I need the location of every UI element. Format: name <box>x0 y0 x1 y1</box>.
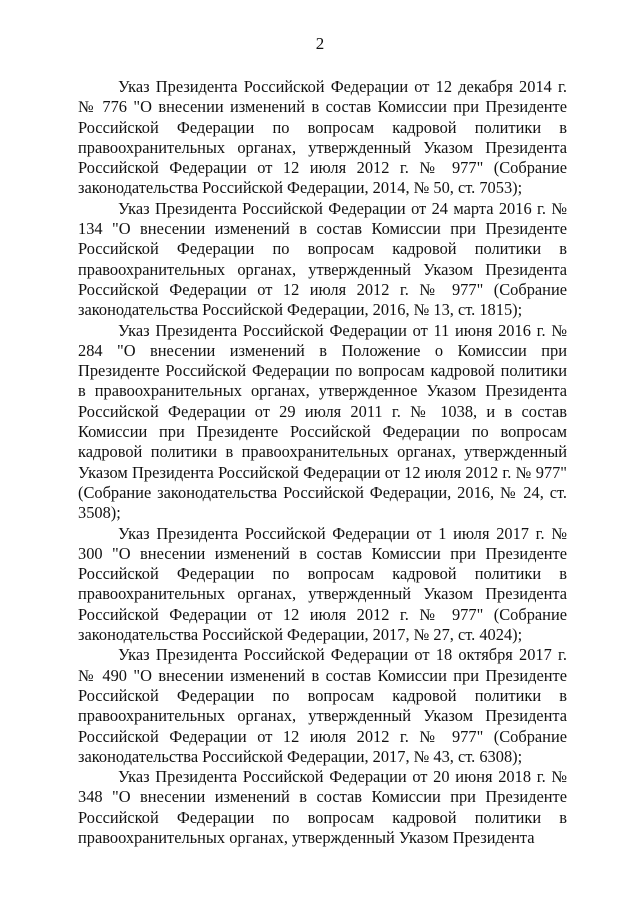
decree-paragraph-2018-348: Указ Президента Российской Федерации от 20 июня 2018 г. № 348 "О внесении изменений в состав Комиссии при Президенте Российской Федерации по вопросам кадровой политики в правоохранительных органах, утвержденный Указом Президента <box>78 767 567 847</box>
decree-paragraph-2016-284: Указ Президента Российской Федерации от 11 июня 2016 г. № 284 "О внесении изменений в Положение о Комиссии при Президенте Российской Федерации по вопросам кадровой политики в правоохранительных органах, утвержденное Указом Президента Российской Федерации от 29 июля 2011 г. № 1038, и в состав Комиссии при Президенте Российской Федерации по вопросам кадровой политики в правоохранительных органах, утвержденный Указом Президента Российской Федерации от 12 июля 2012 г. № 977" (Собрание законодательства Российской Федерации, 2016, № 24, ст. 3508); <box>78 320 567 523</box>
page-number: 2 <box>315 34 325 53</box>
decree-paragraph-2014-776: Указ Президента Российской Федерации от 12 декабря 2014 г. № 776 "О внесении изменений в состав Комиссии при Президенте Российской Федерации по вопросам кадровой политики в правоохранительных органах, утвержденный Указом Президента Российской Федерации от 12 июля 2012 г. № 977" (Собрание законодательства Российской Федерации, 2014, № 50, ст. 7053); <box>78 77 567 198</box>
decree-paragraph-2016-134: Указ Президента Российской Федерации от 24 марта 2016 г. № 134 "О внесении изменений в состав Комиссии при Президенте Российской Федерации по вопросам кадровой политики в правоохранительных органах, утвержденный Указом Президента Российской Федерации от 12 июля 2012 г. № 977" (Собрание законодательства Российской Федерации, 2016, № 13, ст. 1815); <box>78 198 567 320</box>
decree-paragraph-2017-490: Указ Президента Российской Федерации от 18 октября 2017 г. № 490 "О внесении изменений в состав Комиссии при Президенте Российской Федерации по вопросам кадровой политики в правоохранительных органах, утвержденный Указом Президента Российской Федерации от 12 июля 2012 г. № 977" (Собрание законодательства Российской Федерации, 2017, № 43, ст. 6308); <box>78 645 567 766</box>
document-body <box>78 77 567 848</box>
decree-paragraph-2017-300: Указ Президента Российской Федерации от 1 июля 2017 г. № 300 "О внесении изменений в состав Комиссии при Президенте Российской Федерации по вопросам кадровой политики в правоохранительных органах, утвержденный Указом Президента Российской Федерации от 12 июля 2012 г. № 977" (Собрание законодательства Российской Федерации, 2017, № 27, ст. 4024); <box>78 523 567 645</box>
